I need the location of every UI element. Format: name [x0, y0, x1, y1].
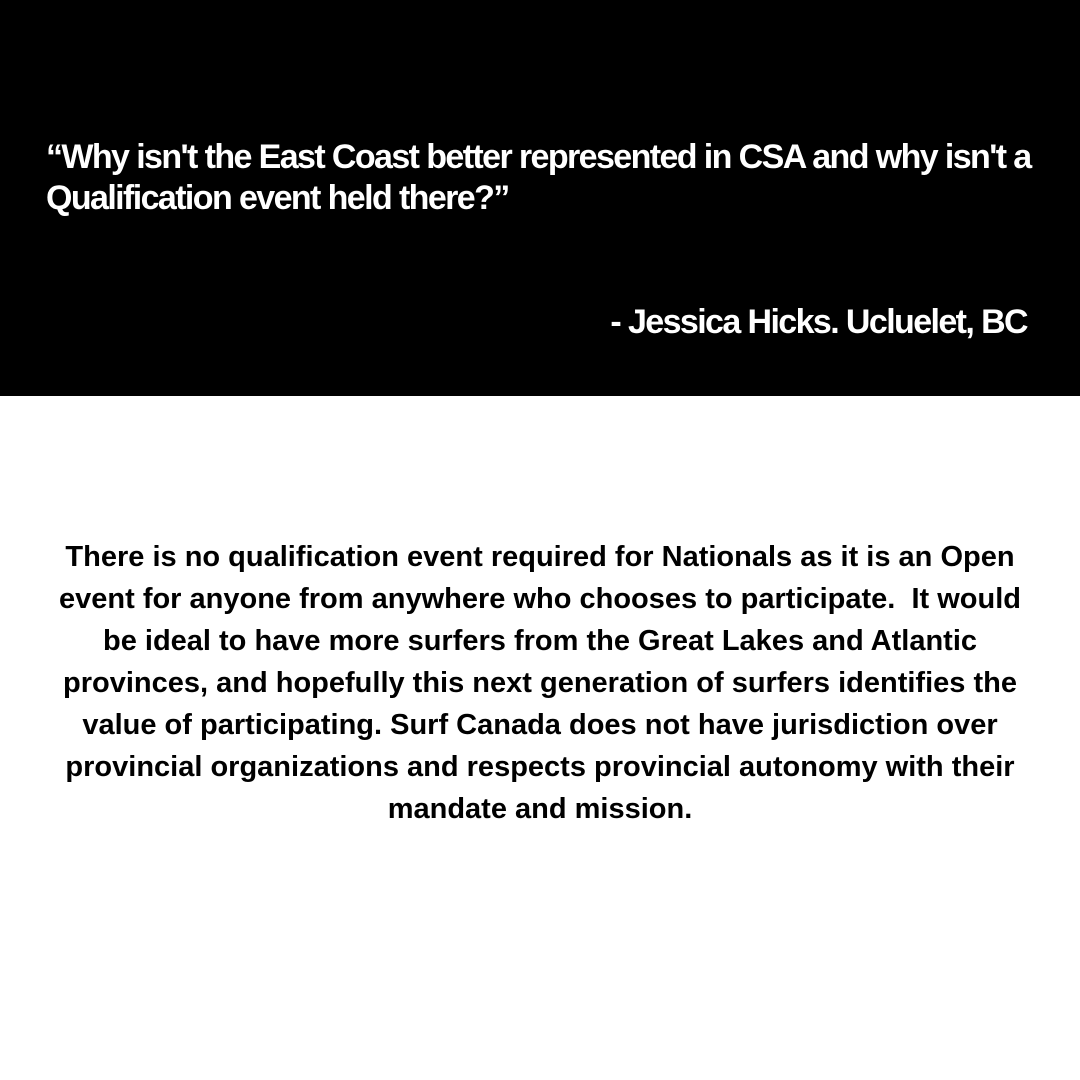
answer-text: There is no qualification event required for Nationals as it is an Open event for anyone from anywhere who chooses to participate. It would be ideal to have more surfers from the Great Lakes and Atlantic provinces, and hopefully this next generation of surfers identifies the value of participating. Surf Canada does not have jurisdiction over provincial organizations and respects provincial autonomy with their mandate and mission. [59, 541, 1030, 825]
question-text: “Why isn't the East Coast better represented in CSA and why isn't a Qualification event held there?” [46, 138, 1031, 217]
question-attribution: - Jessica Hicks. Ucluelet, BC [610, 303, 1027, 341]
question-panel [0, 0, 1080, 396]
